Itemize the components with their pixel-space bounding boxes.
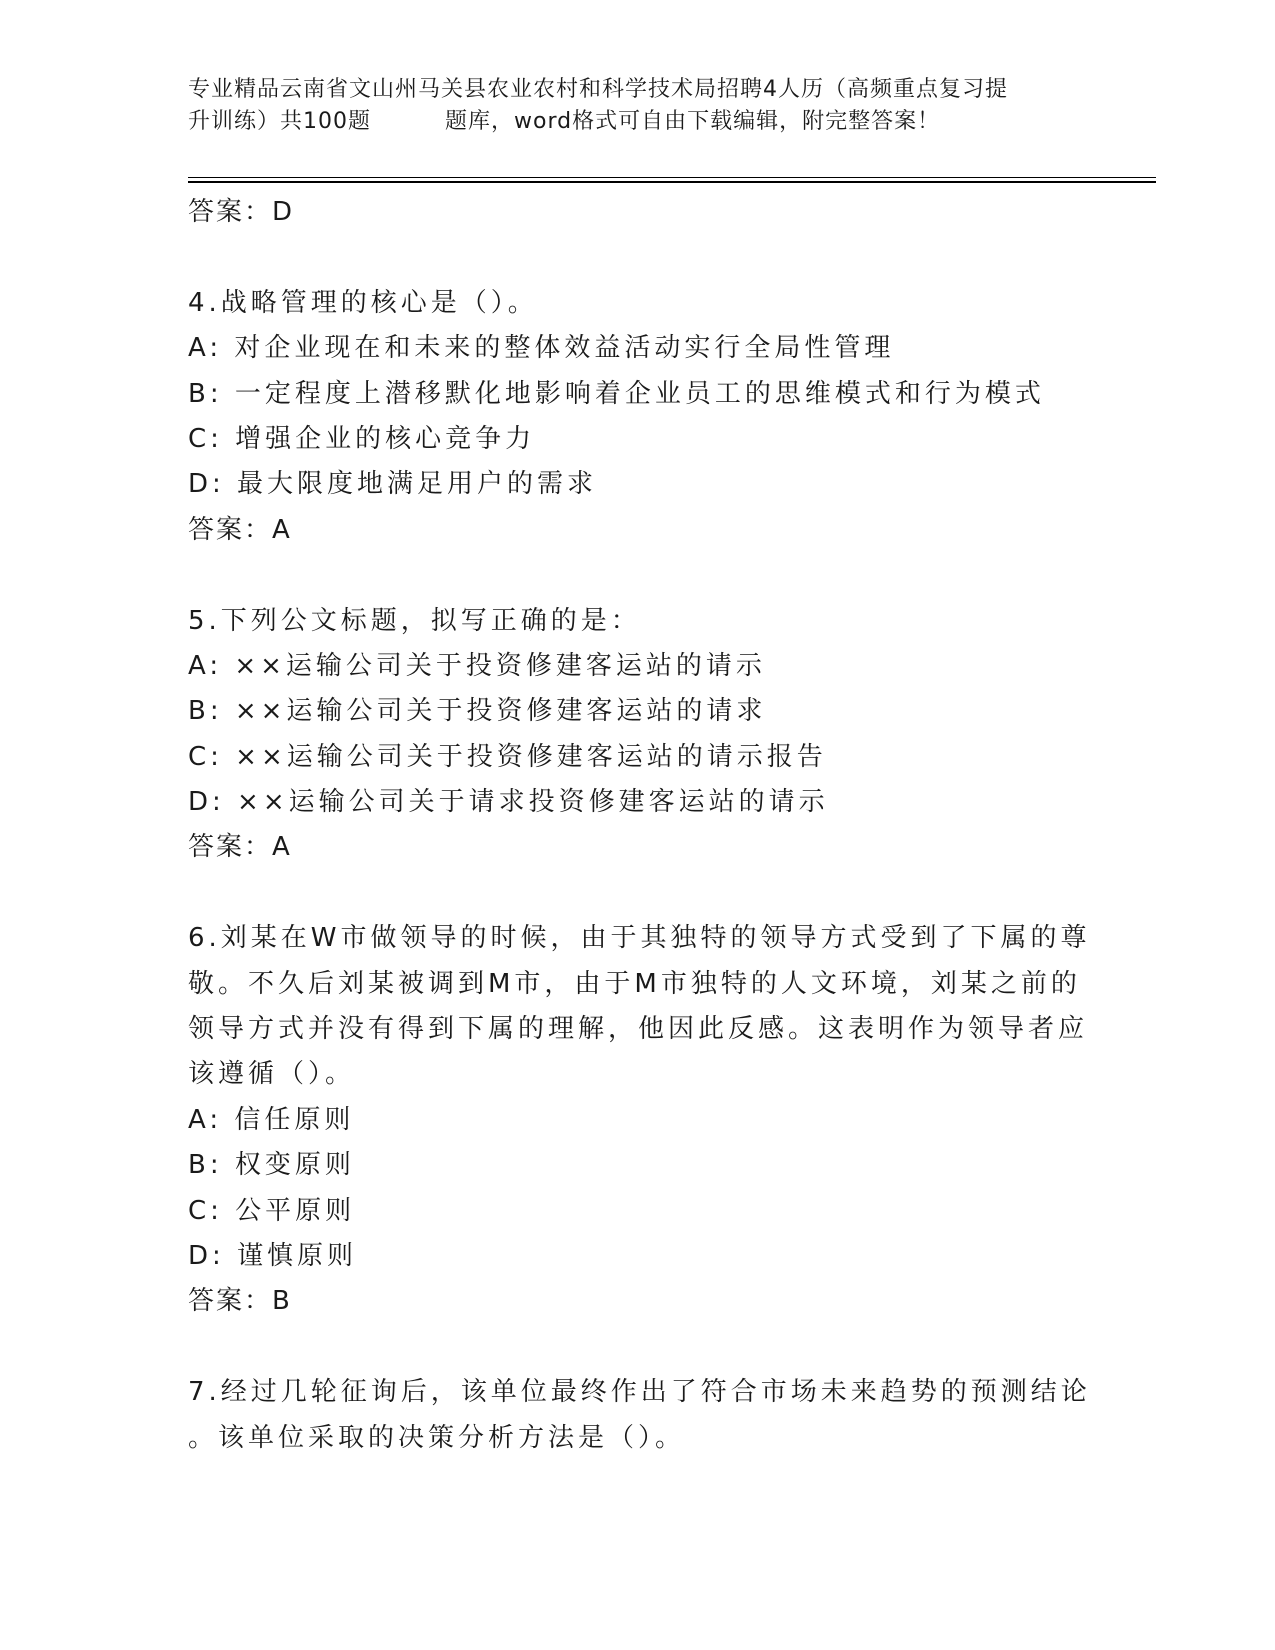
q6-stem-line-3: 领导方式并没有得到下属的理解，他因此反感。这表明作为领导者应 xyxy=(188,1014,1089,1045)
header-line-2 xyxy=(188,106,1088,138)
q6-option-a: A: 信任原则 xyxy=(188,1104,355,1135)
question-4 xyxy=(188,281,1088,553)
header-divider-thin xyxy=(188,177,1156,178)
spacer xyxy=(188,1325,1088,1370)
q5-option-b: B: ××运输公司关于投资修建客运站的请求 xyxy=(188,696,767,727)
q6-option-c: C: 公平原则 xyxy=(188,1195,356,1226)
q5-option-d: D: ××运输公司关于请求投资修建客运站的请示 xyxy=(188,787,829,818)
header-line-2-left: 升训练）共100题 xyxy=(188,109,371,134)
q3-answer: 答案：D xyxy=(188,197,295,227)
q4-option-a: A: 对企业现在和未来的整体效益活动实行全局性管理 xyxy=(188,333,895,364)
question-5 xyxy=(188,599,1088,871)
question-content xyxy=(188,190,1091,1461)
q4-option-b: B: 一定程度上潜移默化地影响着企业员工的思维模式和行为模式 xyxy=(188,378,1045,409)
header-divider-thick xyxy=(188,181,1156,183)
q6-option-d: D: 谨慎原则 xyxy=(188,1241,358,1272)
header-line-2-right: 题库，word格式可自由下载编辑，附完整答案！ xyxy=(445,109,941,134)
q4-stem: 4.战略管理的核心是（）。 xyxy=(188,287,538,318)
spacer xyxy=(188,235,1088,280)
q5-stem: 5.下列公文标题，拟写正确的是： xyxy=(188,605,641,636)
q6-stem-line-1: 6.刘某在W市做领导的时候，由于其独特的领导方式受到了下属的尊 xyxy=(188,923,1091,954)
q5-answer: 答案：A xyxy=(188,832,292,863)
q6-stem-line-2: 敬。不久后刘某被调到M市，由于M市独特的人文环境，刘某之前的 xyxy=(188,968,1081,999)
question-6 xyxy=(188,916,1091,1325)
q4-answer: 答案：A xyxy=(188,514,292,545)
q7-stem-line-1: 7.经过几轮征询后，该单位最终作出了符合市场未来趋势的预测结论 xyxy=(188,1377,1091,1408)
header-line-1: 专业精品云南省文山州马关县农业农村和科学技术局招聘4人历（高频重点复习提 xyxy=(188,77,1008,102)
page-header xyxy=(188,74,1088,138)
q4-option-d: D: 最大限度地满足用户的需求 xyxy=(188,469,598,500)
q6-stem-line-4: 该遵循（）。 xyxy=(188,1059,356,1090)
q7-stem-line-2: 。该单位采取的决策分析方法是（）。 xyxy=(188,1422,686,1453)
q4-option-c: C: 增强企业的核心竞争力 xyxy=(188,423,536,454)
question-7 xyxy=(188,1370,1091,1461)
q5-option-c: C: ××运输公司关于投资修建客运站的请示报告 xyxy=(188,741,827,772)
q5-option-a: A: ××运输公司关于投资修建客运站的请示 xyxy=(188,650,766,681)
spacer xyxy=(188,553,1088,598)
spacer xyxy=(188,871,1088,916)
q6-answer: 答案：B xyxy=(188,1286,292,1317)
q6-option-b: B: 权变原则 xyxy=(188,1150,355,1181)
